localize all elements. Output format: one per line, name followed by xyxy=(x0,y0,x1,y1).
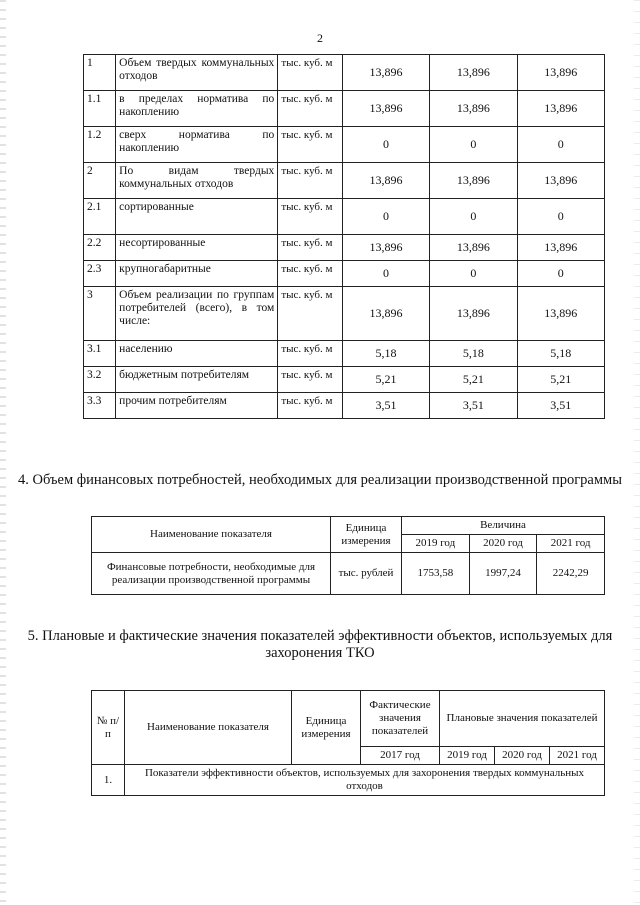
row-value: 0 xyxy=(430,199,517,235)
header-unit: Единица измерения xyxy=(292,691,361,765)
table-row xyxy=(84,393,605,419)
row-value: 1753,58 xyxy=(402,553,470,595)
row-num: 3.1 xyxy=(84,341,116,367)
row-name: прочим потребителям xyxy=(116,393,278,419)
table-row xyxy=(84,261,605,287)
row-name: Объем твердых коммунальных отходов xyxy=(116,55,278,91)
row-value: 13,896 xyxy=(430,91,517,127)
row-value: 13,896 xyxy=(430,235,517,261)
row-value: 2242,29 xyxy=(537,553,605,595)
row-name: Объем реализации по группам потребителей (всего), в том числе: xyxy=(116,287,278,341)
row-name: несортированные xyxy=(116,235,278,261)
table-row xyxy=(84,91,605,127)
row-unit: тыс. куб. м xyxy=(278,91,343,127)
table-row xyxy=(92,553,605,595)
header-year: 2020 год xyxy=(469,535,537,553)
row-value: 13,896 xyxy=(517,91,604,127)
header-unit: Единица измерения xyxy=(331,517,402,553)
row-value: 5,21 xyxy=(430,367,517,393)
table-header-row xyxy=(92,691,605,747)
row-value: 13,896 xyxy=(342,287,429,341)
row-value: 3,51 xyxy=(517,393,604,419)
row-name: бюджетным потребителям xyxy=(116,367,278,393)
row-num: 2.3 xyxy=(84,261,116,287)
row-num: 2.1 xyxy=(84,199,116,235)
row-num: 2.2 xyxy=(84,235,116,261)
volume-table xyxy=(83,54,605,419)
row-value: 13,896 xyxy=(517,55,604,91)
row-value: 5,18 xyxy=(430,341,517,367)
row-value: 5,18 xyxy=(517,341,604,367)
header-actual: Фактические значения показателей xyxy=(361,691,440,747)
row-unit: тыс. куб. м xyxy=(278,127,343,163)
header-year: 2019 год xyxy=(402,535,470,553)
table-row xyxy=(84,235,605,261)
row-value: 0 xyxy=(517,127,604,163)
table-row xyxy=(84,55,605,91)
row-text: Показатели эффективности объектов, используемых для захоронения твердых коммунальных отходов xyxy=(125,765,605,796)
table-row xyxy=(92,765,605,796)
table-row xyxy=(84,341,605,367)
row-name: Финансовые потребности, необходимые для реализации производственной программы xyxy=(92,553,331,595)
row-value: 0 xyxy=(517,261,604,287)
table-row xyxy=(84,367,605,393)
row-value: 0 xyxy=(517,199,604,235)
section-4-heading: 4. Объем финансовых потребностей, необходимых для реализации производственной программы xyxy=(18,472,622,488)
header-name: Наименование показателя xyxy=(125,691,292,765)
table-row xyxy=(84,163,605,199)
scan-edge-right xyxy=(634,0,640,905)
row-value: 5,18 xyxy=(342,341,429,367)
row-value: 13,896 xyxy=(430,55,517,91)
row-unit: тыс. куб. м xyxy=(278,367,343,393)
row-value: 13,896 xyxy=(342,235,429,261)
row-num: 2 xyxy=(84,163,116,199)
table-row xyxy=(84,127,605,163)
row-unit: тыс. куб. м xyxy=(278,287,343,341)
row-value: 13,896 xyxy=(430,163,517,199)
row-unit: тыс. куб. м xyxy=(278,261,343,287)
table-row xyxy=(84,287,605,341)
row-value: 3,51 xyxy=(342,393,429,419)
row-value: 13,896 xyxy=(430,287,517,341)
row-value: 0 xyxy=(342,199,429,235)
row-name: крупногабаритные xyxy=(116,261,278,287)
header-year: 2021 год xyxy=(549,747,604,765)
row-value: 0 xyxy=(430,261,517,287)
header-name: Наименование показателя xyxy=(92,517,331,553)
row-value: 5,21 xyxy=(342,367,429,393)
row-num: 3.2 xyxy=(84,367,116,393)
row-value: 0 xyxy=(430,127,517,163)
row-value: 3,51 xyxy=(430,393,517,419)
header-year: 2019 год xyxy=(440,747,495,765)
financial-needs-table xyxy=(91,516,605,595)
row-unit: тыс. куб. м xyxy=(278,199,343,235)
row-unit: тыс. куб. м xyxy=(278,235,343,261)
header-actual-year: 2017 год xyxy=(361,747,440,765)
row-unit: тыс. куб. м xyxy=(278,341,343,367)
row-value: 13,896 xyxy=(517,235,604,261)
header-value: Величина xyxy=(402,517,605,535)
row-num: 1.2 xyxy=(84,127,116,163)
row-num: 1.1 xyxy=(84,91,116,127)
row-num: 3.3 xyxy=(84,393,116,419)
row-name: сортированные xyxy=(116,199,278,235)
header-year: 2020 год xyxy=(494,747,549,765)
row-value: 13,896 xyxy=(517,163,604,199)
row-value: 0 xyxy=(342,261,429,287)
row-value: 13,896 xyxy=(342,55,429,91)
row-num: 1. xyxy=(92,765,125,796)
row-value: 13,896 xyxy=(517,287,604,341)
row-value: 13,896 xyxy=(342,91,429,127)
efficiency-table xyxy=(91,690,605,796)
header-num: № п/п xyxy=(92,691,125,765)
row-value: 13,896 xyxy=(342,163,429,199)
row-name: По видам твердых коммунальных отходов xyxy=(116,163,278,199)
row-value: 0 xyxy=(342,127,429,163)
row-value: 5,21 xyxy=(517,367,604,393)
row-name: населению xyxy=(116,341,278,367)
row-name: в пределах норматива по накоплению xyxy=(116,91,278,127)
row-unit: тыс. куб. м xyxy=(278,163,343,199)
header-year: 2021 год xyxy=(537,535,605,553)
section-5-heading: 5. Плановые и фактические значения показателей эффективности объектов, используемых для захоронения ТКО xyxy=(27,628,613,661)
row-num: 3 xyxy=(84,287,116,341)
row-name: сверх норматива по накоплению xyxy=(116,127,278,163)
table-header-row xyxy=(92,517,605,535)
header-planned: Плановые значения показателей xyxy=(440,691,605,747)
row-value: 1997,24 xyxy=(469,553,537,595)
scan-edge-left xyxy=(0,0,6,905)
row-unit: тыс. куб. м xyxy=(278,393,343,419)
row-num: 1 xyxy=(84,55,116,91)
page-number: 2 xyxy=(317,31,323,45)
row-unit: тыс. куб. м xyxy=(278,55,343,91)
row-unit: тыс. рублей xyxy=(331,553,402,595)
table-row xyxy=(84,199,605,235)
